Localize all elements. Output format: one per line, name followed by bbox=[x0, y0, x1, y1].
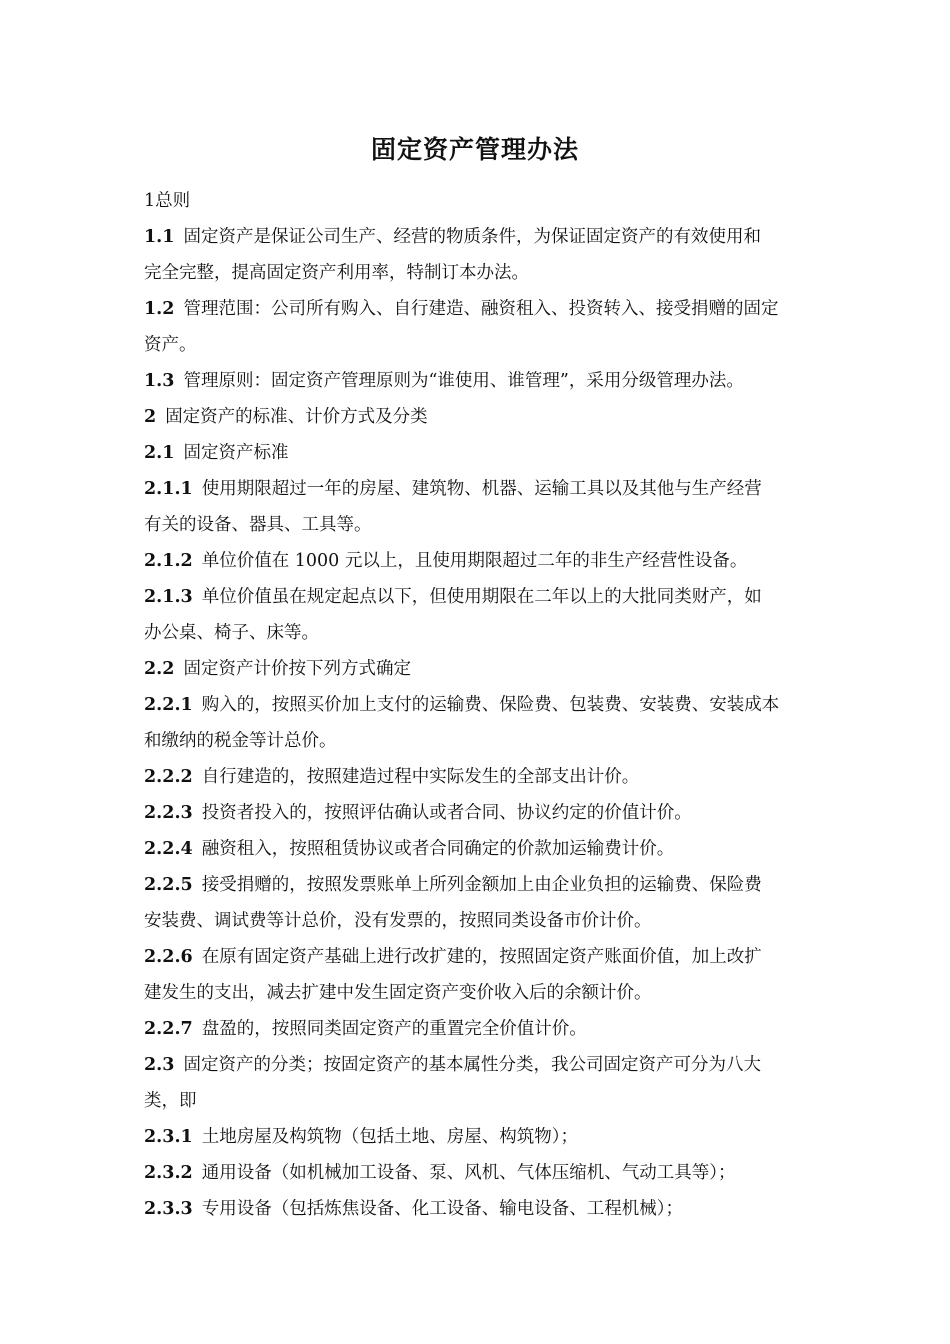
clause-number: 2.2.3 bbox=[144, 803, 193, 823]
clause-text: 通用设备（如机械加工设备、泵、风机、气体压缩机、气动工具等）； bbox=[201, 1163, 736, 1183]
clause-continuation bbox=[144, 327, 814, 363]
clause-number: 2.2.5 bbox=[144, 875, 193, 895]
clause-text: 安装费、调试费等计总价，没有发票的，按照同类设备市价计价。 bbox=[144, 911, 652, 931]
clause-number: 2.1 bbox=[144, 443, 175, 463]
clause-number: 1.2 bbox=[144, 299, 175, 319]
clause-number: 2.3.1 bbox=[144, 1127, 193, 1147]
clause-line bbox=[144, 831, 814, 867]
clause-number: 1.3 bbox=[144, 371, 175, 391]
clause-number: 2.1.2 bbox=[144, 551, 193, 571]
clause-line bbox=[144, 795, 814, 831]
clause-text: 固定资产计价按下列方式确定 bbox=[183, 659, 411, 679]
clause-text: 自行建造的，按照建造过程中实际发生的全部支出计价。 bbox=[201, 767, 640, 787]
clause-line bbox=[144, 759, 814, 795]
clause-text: 单位价值虽在规定起点以下，但使用期限在二年以上的大批同类财产，如 bbox=[201, 587, 762, 607]
document-title: 固定资产管理办法 bbox=[370, 135, 579, 164]
clause-text: 使用期限超过一年的房屋、建筑物、机器、运输工具以及其他与生产经营 bbox=[201, 479, 762, 499]
clause-text: 完全完整，提高固定资产利用率，特制订本办法。 bbox=[144, 263, 529, 283]
clause-number: 2.1.1 bbox=[144, 479, 193, 499]
clause-text: 和缴纳的税金等计总价。 bbox=[144, 731, 337, 751]
clause-number: 2.2.2 bbox=[144, 767, 193, 787]
clause-line bbox=[144, 1119, 814, 1155]
clause-line bbox=[144, 399, 814, 435]
clause-line bbox=[144, 1047, 814, 1083]
clause-continuation bbox=[144, 615, 814, 651]
clause-text: 管理范围：公司所有购入、自行建造、融资租入、投资转入、接受捐赠的固定 bbox=[183, 299, 779, 319]
clause-line bbox=[144, 435, 814, 471]
clause-line bbox=[144, 579, 814, 615]
clause-text: 总则 bbox=[155, 191, 191, 211]
clause-continuation bbox=[144, 903, 814, 939]
clause-text: 资产。 bbox=[144, 335, 197, 355]
clause-number: 2.2.4 bbox=[144, 839, 193, 859]
clause-text: 土地房屋及构筑物（包括土地、房屋、构筑物）； bbox=[201, 1127, 578, 1147]
clause-line bbox=[144, 939, 814, 975]
clause-text: 固定资产的分类；按固定资产的基本属性分类，我公司固定资产可分为八大 bbox=[183, 1055, 761, 1075]
clause-number: 2.2.6 bbox=[144, 947, 193, 967]
clause-number: 2.1.3 bbox=[144, 587, 193, 607]
clause-number: 2.3.3 bbox=[144, 1199, 193, 1219]
clause-text: 固定资产是保证公司生产、经营的物质条件，为保证固定资产的有效使用和 bbox=[183, 227, 761, 247]
clause-continuation bbox=[144, 255, 814, 291]
clause-text: 融资租入，按照租赁协议或者合同确定的价款加运输费计价。 bbox=[201, 839, 675, 859]
clause-line bbox=[144, 1191, 814, 1227]
clause-text: 办公桌、椅子、床等。 bbox=[144, 623, 319, 643]
clause-number: 2.2.7 bbox=[144, 1019, 193, 1039]
clause-line bbox=[144, 651, 814, 687]
clause-continuation bbox=[144, 975, 814, 1011]
clause-text: 购入的，按照买价加上支付的运输费、保险费、包装费、安装费、安装成本 bbox=[201, 695, 780, 715]
clause-continuation bbox=[144, 723, 814, 759]
clause-line bbox=[144, 687, 814, 723]
clause-text: 固定资产的标准、计价方式及分类 bbox=[165, 407, 428, 427]
clause-number: 2.3 bbox=[144, 1055, 175, 1075]
clause-continuation bbox=[144, 1083, 814, 1119]
clause-text: 盘盈的，按照同类固定资产的重置完全价值计价。 bbox=[201, 1019, 587, 1039]
clause-text: 有关的设备、器具、工具等。 bbox=[144, 515, 372, 535]
clause-text: 专用设备（包括炼焦设备、化工设备、输电设备、工程机械）； bbox=[201, 1199, 683, 1219]
clause-text: 建发生的支出，减去扩建中发生固定资产变价收入后的余额计价。 bbox=[144, 983, 652, 1003]
clause-text: 接受捐赠的，按照发票账单上所列金额加上由企业负担的运输费、保险费 bbox=[201, 875, 762, 895]
clause-line bbox=[144, 183, 814, 219]
clause-number: 1.1 bbox=[144, 227, 175, 247]
clause-number: 1 bbox=[144, 191, 156, 211]
clause-text: 类，即 bbox=[144, 1091, 197, 1111]
clause-text: 在原有固定资产基础上进行改扩建的，按照固定资产账面价值，加上改扩 bbox=[201, 947, 762, 967]
document-body bbox=[144, 183, 814, 1227]
clause-line bbox=[144, 363, 814, 399]
clause-number: 2.2.1 bbox=[144, 695, 193, 715]
clause-line bbox=[144, 867, 814, 903]
clause-line bbox=[144, 1155, 814, 1191]
clause-line bbox=[144, 219, 814, 255]
clause-text: 管理原则：固定资产管理原则为“谁使用、谁管理”，采用分级管理办法。 bbox=[183, 371, 744, 391]
clause-line bbox=[144, 1011, 814, 1047]
clause-line bbox=[144, 291, 814, 327]
clause-number: 2.3.2 bbox=[144, 1163, 193, 1183]
clause-line bbox=[144, 471, 814, 507]
clause-number: 2 bbox=[144, 407, 157, 427]
clause-text: 固定资产标准 bbox=[183, 443, 289, 463]
clause-continuation bbox=[144, 507, 814, 543]
clause-line bbox=[144, 543, 814, 579]
clause-text: 投资者投入的，按照评估确认或者合同、协议约定的价值计价。 bbox=[201, 803, 692, 823]
clause-number: 2.2 bbox=[144, 659, 175, 679]
clause-text: 单位价值在 1000 元以上，且使用期限超过二年的非生产经营性设备。 bbox=[201, 551, 748, 571]
